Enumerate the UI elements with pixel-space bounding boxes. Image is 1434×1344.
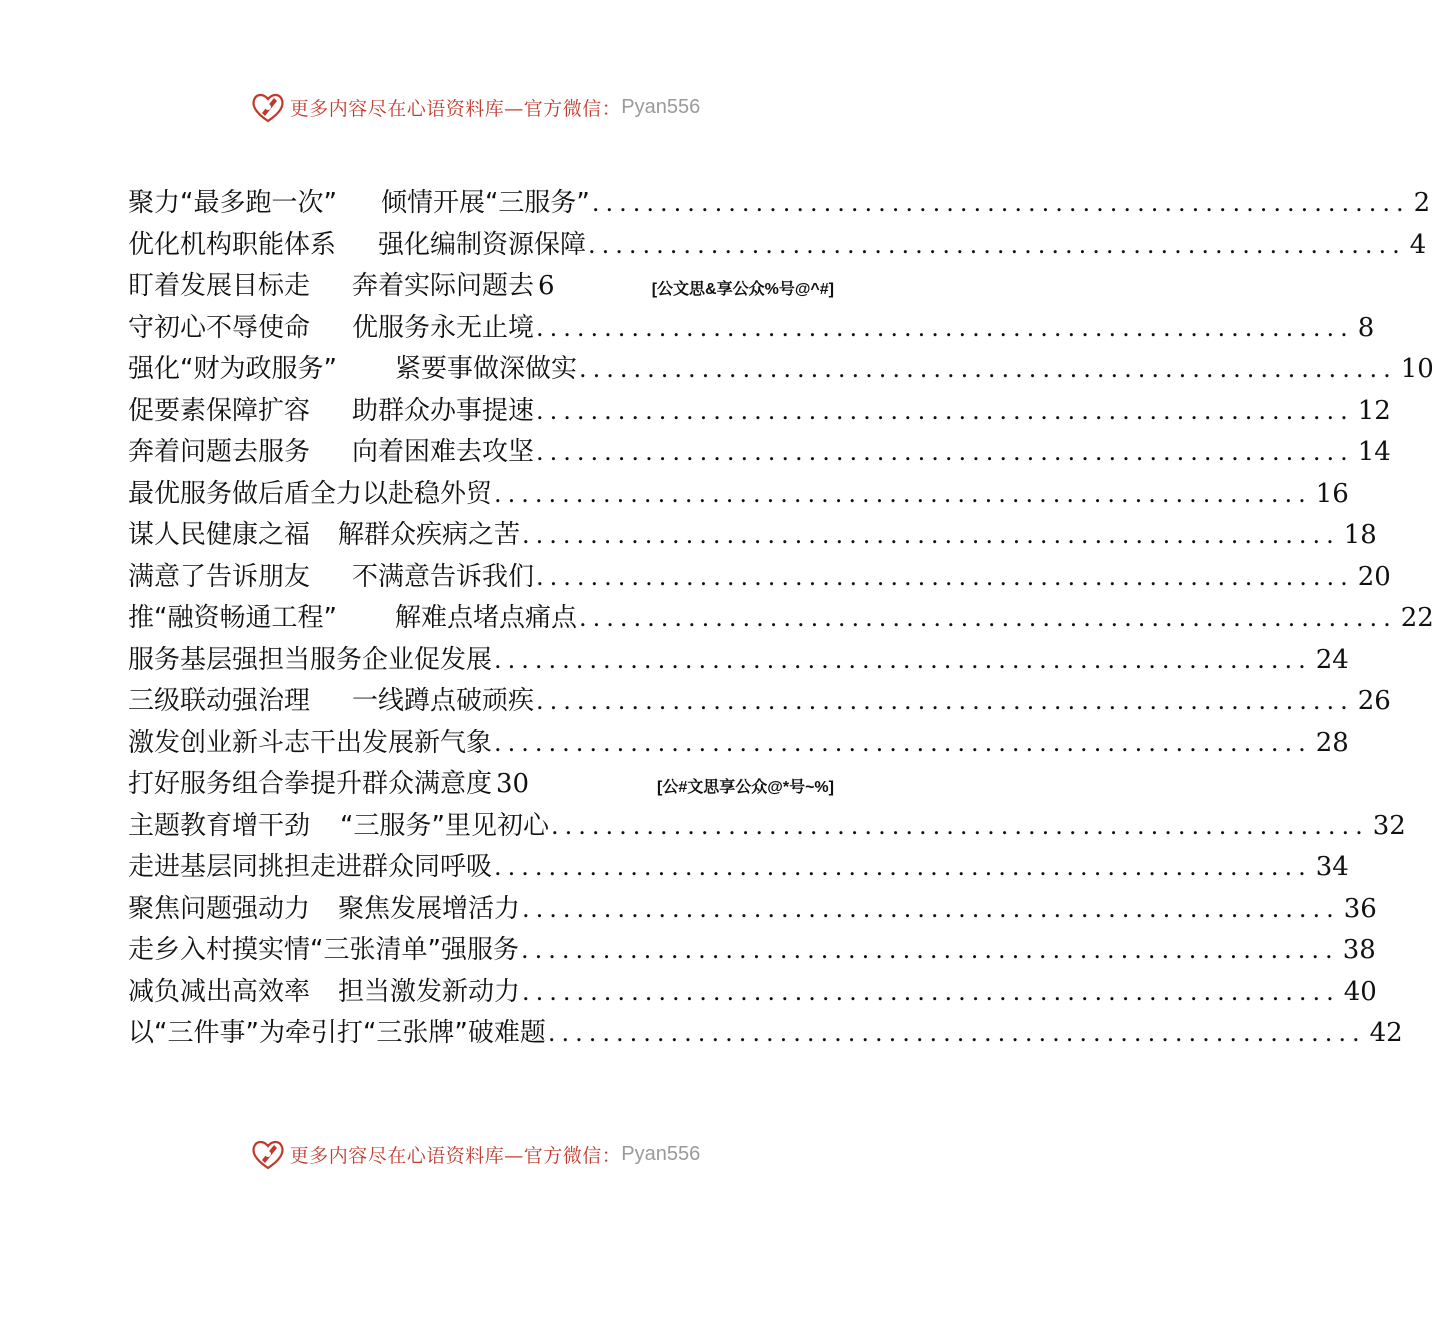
toc-entry[interactable] [128, 265, 834, 307]
toc-title-part-1: 优化机构职能体系 [128, 229, 337, 260]
toc-entry-title [128, 639, 492, 676]
toc-entry-title [128, 846, 492, 883]
toc-entry[interactable] [128, 1012, 1403, 1054]
toc-page-number: 38 [1342, 935, 1376, 965]
toc-entry[interactable] [128, 971, 1377, 1013]
watermark-text: [公#文思享公众@*号~%] [657, 779, 834, 796]
toc-title-part-2: 奔着实际问题去 [352, 271, 535, 301]
toc-title-part-2: 优服务永无止境 [352, 312, 535, 343]
toc-page-number: 40 [1343, 976, 1377, 1007]
toc-title-part-1: 减负减出高效率 [128, 976, 311, 1007]
toc-title-part-2: “三服务”里见初心 [340, 810, 549, 841]
toc-dot-leader: ............................................................ [578, 604, 1397, 632]
toc-title-part-1: 走进基层同挑担走进群众同呼吸 [128, 852, 493, 882]
toc-title-part-2: 不满意告诉我们 [352, 561, 535, 592]
toc-title-part-2: 解群众疾病之苦 [338, 520, 521, 550]
toc-title-part-2: 向着困难去攻坚 [352, 437, 535, 467]
toc-page-number: 2 [1413, 188, 1431, 218]
watermark-text: [公文思&享公众%号@^#] [651, 281, 834, 298]
toc-page-number: 42 [1369, 1018, 1403, 1048]
toc-dot-leader: ............................................................ [588, 230, 1406, 259]
top-banner [0, 87, 950, 127]
toc-title-part-1: 满意了告诉朋友 [128, 561, 311, 592]
toc-entry-title [128, 929, 519, 966]
toc-entry[interactable] [128, 805, 1406, 847]
toc-dot-leader: ............................................................ [522, 894, 1340, 923]
toc-dot-leader: ............................................................ [494, 479, 1312, 508]
toc-title-part-1: 守初心不辱使命 [128, 312, 311, 343]
toc-page-number: 8 [1357, 312, 1375, 343]
bottom-banner [0, 1134, 950, 1174]
toc-entry[interactable] [128, 431, 1391, 473]
toc-dot-leader: ............................................................ [494, 728, 1312, 757]
toc-title-part-1: 激发创业新斗志干出发展新气象 [128, 727, 493, 758]
toc-page-number: 6 [538, 271, 555, 301]
toc-page-number: 36 [1343, 893, 1377, 924]
toc-entry-title [128, 597, 577, 634]
toc-dot-leader: ............................................................ [494, 645, 1312, 674]
toc-entry[interactable] [128, 556, 1391, 598]
toc-page-number: 32 [1372, 810, 1406, 841]
toc-page-number: 14 [1357, 437, 1391, 467]
toc-title-part-1: 推“融资畅通工程” [128, 603, 337, 633]
toc-entry[interactable] [128, 722, 1349, 764]
toc-dot-leader: ............................................................ [591, 189, 1410, 217]
toc-title-part-2: 一线蹲点破顽疾 [352, 686, 535, 716]
toc-page-number: 10 [1400, 354, 1434, 384]
toc-dot-leader: ............................................................ [536, 438, 1354, 466]
toc-entry[interactable] [128, 763, 834, 805]
toc-title-part-1: 最优服务做后盾全力以赴稳外贸 [128, 478, 493, 509]
toc-entry-title [128, 888, 520, 925]
toc-page-number: 30 [496, 769, 530, 799]
toc-entry-title [128, 431, 534, 468]
toc-title-part-2: 解难点堵点痛点 [394, 603, 577, 633]
toc-entry-title [128, 556, 534, 593]
toc-dot-leader: ............................................................ [494, 853, 1312, 881]
toc-title-part-1: 盯着发展目标走 [128, 271, 311, 301]
toc-entry[interactable] [128, 888, 1377, 930]
toc-title-part-2: 聚焦发展增活力 [338, 893, 521, 924]
toc-title-part-1: 谋人民健康之福 [128, 520, 311, 550]
toc-title-part-1: 服务基层强担当服务企业促发展 [128, 644, 493, 675]
toc-page-number: 24 [1315, 644, 1349, 675]
toc-title-part-1: 促要素保障扩容 [128, 395, 311, 426]
toc-entry-title [128, 348, 577, 385]
toc-page-number: 22 [1400, 603, 1434, 633]
heart-pen-logo-icon [250, 89, 286, 125]
toc-title-part-1: 主题教育增干劲 [128, 810, 311, 841]
toc-title-part-1: 打好服务组合拳提升群众满意度 [128, 769, 493, 799]
toc-entry-title [128, 680, 534, 717]
toc-page-number: 28 [1315, 727, 1349, 758]
toc-entry[interactable] [128, 348, 1434, 390]
toc-title-part-1: 奔着问题去服务 [128, 437, 311, 467]
toc-page-number: 34 [1315, 852, 1349, 882]
toc-entry[interactable] [128, 597, 1434, 639]
heart-pen-logo-icon [250, 1136, 286, 1172]
toc-title-part-1: 强化“财为政服务” [128, 354, 337, 384]
toc-entry[interactable] [128, 846, 1349, 888]
toc-page-number: 16 [1315, 478, 1349, 509]
toc-entry-title [128, 265, 534, 302]
toc-title-part-1: 走乡入村摸实情“三张清单”强服务 [128, 935, 519, 965]
toc-entry-title [128, 514, 520, 551]
toc-title-part-2: 助群众办事提速 [352, 395, 535, 426]
toc-entry-title [128, 722, 492, 759]
toc-dot-leader: ............................................................ [536, 562, 1354, 591]
toc-entry-title [128, 473, 492, 510]
toc-title-part-2: 倾情开展“三服务” [380, 188, 590, 218]
toc-dot-leader: ............................................................ [536, 313, 1354, 342]
toc-entry-title [128, 763, 492, 800]
toc-dot-leader: ............................................................ [536, 396, 1354, 425]
toc-title-part-1: 聚力“最多跑一次” [128, 188, 337, 218]
toc-entry[interactable] [128, 307, 1375, 349]
toc-page-number: 4 [1409, 229, 1427, 260]
toc-entry[interactable] [128, 390, 1391, 432]
toc-title-part-1: 三级联动强治理 [128, 686, 311, 716]
toc-entry[interactable] [128, 639, 1349, 681]
toc-entry[interactable] [128, 929, 1376, 971]
toc-dot-leader: ............................................................ [550, 811, 1369, 840]
banner-text: 更多内容尽在心语资料库—官方微信： [289, 1144, 622, 1167]
toc-page-number: 18 [1343, 520, 1377, 550]
toc-page-number: 20 [1357, 561, 1391, 592]
toc-entry[interactable] [128, 514, 1377, 556]
toc-entry[interactable] [128, 224, 1427, 266]
toc-dot-leader: ............................................................ [547, 1019, 1366, 1047]
toc-entry-title [128, 307, 534, 344]
toc-entry[interactable] [128, 473, 1349, 515]
table-of-contents [128, 182, 1434, 1054]
toc-entry-title [128, 805, 549, 842]
toc-title-part-1: 以“三件事”为牵引打“三张牌”破难题 [128, 1018, 546, 1048]
toc-title-part-2: 强化编制资源保障 [378, 229, 587, 260]
toc-dot-leader: ............................................................ [578, 355, 1397, 383]
toc-title-part-2: 担当激发新动力 [338, 976, 521, 1007]
toc-entry-title [128, 224, 586, 261]
toc-dot-leader: ............................................................ [522, 977, 1340, 1006]
toc-title-part-2: 紧要事做深做实 [394, 354, 577, 384]
toc-entry[interactable] [128, 182, 1431, 224]
toc-title-part-1: 聚焦问题强动力 [128, 893, 311, 924]
banner-text: 更多内容尽在心语资料库—官方微信： [289, 97, 622, 120]
toc-dot-leader: ............................................................ [522, 521, 1340, 549]
toc-entry[interactable] [128, 680, 1391, 722]
toc-page-number: 26 [1357, 686, 1391, 716]
toc-dot-leader: ............................................................ [536, 687, 1354, 715]
toc-entry-title [128, 1012, 546, 1049]
toc-entry-title [128, 971, 520, 1008]
banner-wechat-id: Pyan556 [621, 1142, 701, 1165]
toc-entry-title [128, 390, 534, 427]
banner-wechat-id: Pyan556 [621, 95, 701, 118]
toc-page-number: 12 [1357, 395, 1391, 426]
toc-dot-leader: ............................................................ [520, 936, 1339, 964]
toc-entry-title [128, 182, 590, 219]
